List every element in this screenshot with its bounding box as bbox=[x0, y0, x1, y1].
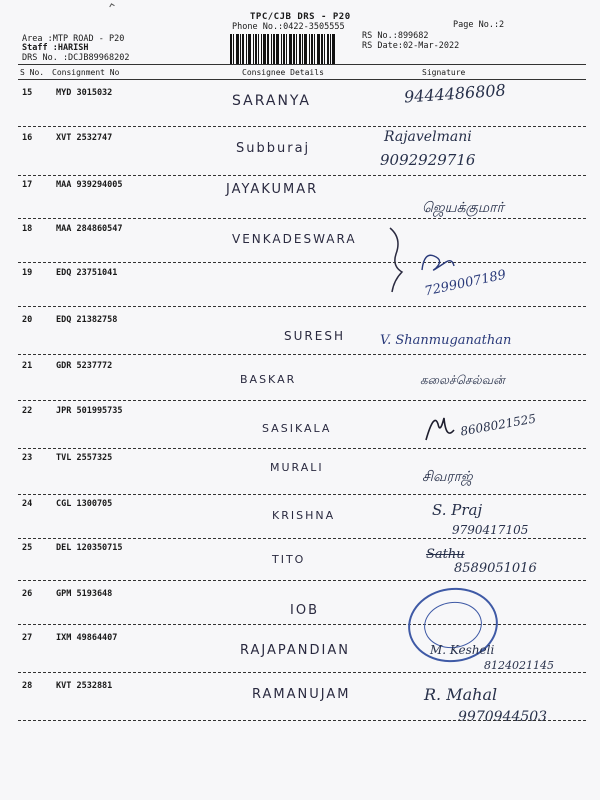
consignee-handwriting: SASIKALA bbox=[262, 422, 332, 435]
signature-phone: 8124021145 bbox=[484, 659, 554, 672]
row-sno: 19 bbox=[22, 268, 33, 278]
consignee-handwriting: MURALI bbox=[270, 461, 324, 474]
row-sno: 22 bbox=[22, 406, 33, 416]
row-consignment: EDQ 21382758 bbox=[56, 315, 118, 325]
row-consignment: DEL 120350715 bbox=[56, 543, 123, 553]
row-sno: 20 bbox=[22, 315, 33, 325]
staff-label: Staff :HARISH bbox=[22, 43, 89, 53]
signature-phone: 9790417105 bbox=[452, 523, 529, 537]
row-divider bbox=[18, 580, 586, 581]
consignee-handwriting: SARANYA bbox=[232, 93, 311, 109]
row-divider bbox=[18, 306, 586, 307]
row-consignment: XVT 2532747 bbox=[56, 133, 113, 143]
row-divider bbox=[18, 400, 586, 401]
row-divider bbox=[18, 672, 586, 673]
consignee-handwriting: BASKAR bbox=[240, 373, 297, 386]
row-divider bbox=[18, 720, 586, 721]
row-consignment: CGL 1300705 bbox=[56, 499, 113, 509]
row-consignment: MAA 284860547 bbox=[56, 224, 123, 234]
signature-handwriting: Rajavelmani bbox=[384, 129, 472, 145]
row-consignment: EDQ 23751041 bbox=[56, 268, 118, 278]
row-divider bbox=[18, 538, 586, 539]
row-consignment: MAA 939294005 bbox=[56, 180, 123, 190]
signature-handwriting: V. Shanmuganathan bbox=[380, 333, 512, 348]
pen-mark bbox=[109, 3, 114, 8]
signature-handwriting: M. Kesheli bbox=[430, 643, 495, 657]
row-sno: 26 bbox=[22, 589, 33, 599]
signature-handwriting: R. Mahal bbox=[424, 685, 498, 704]
row-sno: 24 bbox=[22, 499, 33, 509]
signature-handwriting: சிவராஜ் bbox=[422, 469, 473, 485]
drs-number: DRS No. :DCJB89968202 bbox=[22, 53, 130, 63]
row-sno: 25 bbox=[22, 543, 33, 553]
sheet-title: TPC/CJB DRS - P20 bbox=[250, 12, 351, 22]
row-divider bbox=[18, 126, 586, 127]
signature-phone: 7299007189 bbox=[423, 267, 508, 300]
row-sno: 16 bbox=[22, 133, 33, 143]
bracket-mark bbox=[388, 224, 408, 294]
row-divider bbox=[18, 624, 586, 625]
row-sno: 27 bbox=[22, 633, 33, 643]
signature-phone: 9970944503 bbox=[458, 709, 548, 725]
phone-number: Phone No.:0422-3505555 bbox=[232, 22, 345, 32]
signature-handwriting: Sathu bbox=[426, 547, 465, 562]
consignee-handwriting: IOB bbox=[290, 603, 319, 618]
row-consignment: TVL 2557325 bbox=[56, 453, 113, 463]
row-divider bbox=[18, 354, 586, 355]
header-rule bbox=[18, 64, 586, 65]
row-consignment: MYD 3015032 bbox=[56, 88, 113, 98]
signature-scribble bbox=[418, 248, 458, 278]
signature-handwriting: ஜெயக்குமார் bbox=[422, 200, 504, 216]
consignee-handwriting: Subburaj bbox=[236, 141, 311, 156]
consignee-handwriting: TITO bbox=[272, 553, 306, 566]
signature-phone: 8608021525 bbox=[459, 411, 537, 439]
row-divider bbox=[18, 448, 586, 449]
row-divider bbox=[18, 494, 586, 495]
column-header-consignment: Consignment No bbox=[52, 68, 120, 77]
rs-date: RS Date:02-Mar-2022 bbox=[362, 41, 460, 51]
signature-handwriting: கலைச்செல்வன் bbox=[420, 373, 505, 387]
consignee-handwriting: JAYAKUMAR bbox=[226, 182, 319, 197]
column-header-signature: Signature bbox=[422, 68, 466, 77]
row-consignment: IXM 49864407 bbox=[56, 633, 118, 643]
signature-handwriting: S. Praj bbox=[432, 501, 483, 519]
barcode bbox=[230, 34, 355, 64]
signature-phone: 8589051016 bbox=[454, 561, 537, 576]
signature-handwriting: 9444486808 bbox=[403, 80, 507, 107]
consignee-handwriting: RAJAPANDIAN bbox=[240, 643, 350, 658]
page-number: Page No.:2 bbox=[453, 20, 505, 30]
row-consignment: JPR 501995735 bbox=[56, 406, 123, 416]
consignee-handwriting: RAMANUJAM bbox=[252, 687, 351, 702]
row-divider bbox=[18, 262, 586, 263]
row-consignment: GPM 5193648 bbox=[56, 589, 113, 599]
row-consignment: GDR 5237772 bbox=[56, 361, 113, 371]
column-header-sno: S No. bbox=[20, 68, 45, 77]
consignee-handwriting: SURESH bbox=[284, 329, 345, 343]
signature-scribble bbox=[424, 410, 460, 446]
row-sno: 17 bbox=[22, 180, 33, 190]
column-header-consignee: Consignee Details bbox=[242, 68, 324, 77]
consignee-handwriting: VENKADESWARA bbox=[232, 232, 357, 246]
row-sno: 21 bbox=[22, 361, 33, 371]
row-divider bbox=[18, 218, 586, 219]
consignee-handwriting: KRISHNA bbox=[272, 509, 336, 522]
rs-number: RS No.:899682 bbox=[362, 31, 429, 41]
row-sno: 23 bbox=[22, 453, 33, 463]
signature-phone: 9092929716 bbox=[380, 151, 476, 169]
row-sno: 28 bbox=[22, 681, 33, 691]
row-consignment: KVT 2532881 bbox=[56, 681, 113, 691]
row-sno: 15 bbox=[22, 88, 33, 98]
area-label: Area :MTP ROAD - P20 bbox=[22, 34, 125, 44]
row-sno: 18 bbox=[22, 224, 33, 234]
row-divider bbox=[18, 175, 586, 176]
